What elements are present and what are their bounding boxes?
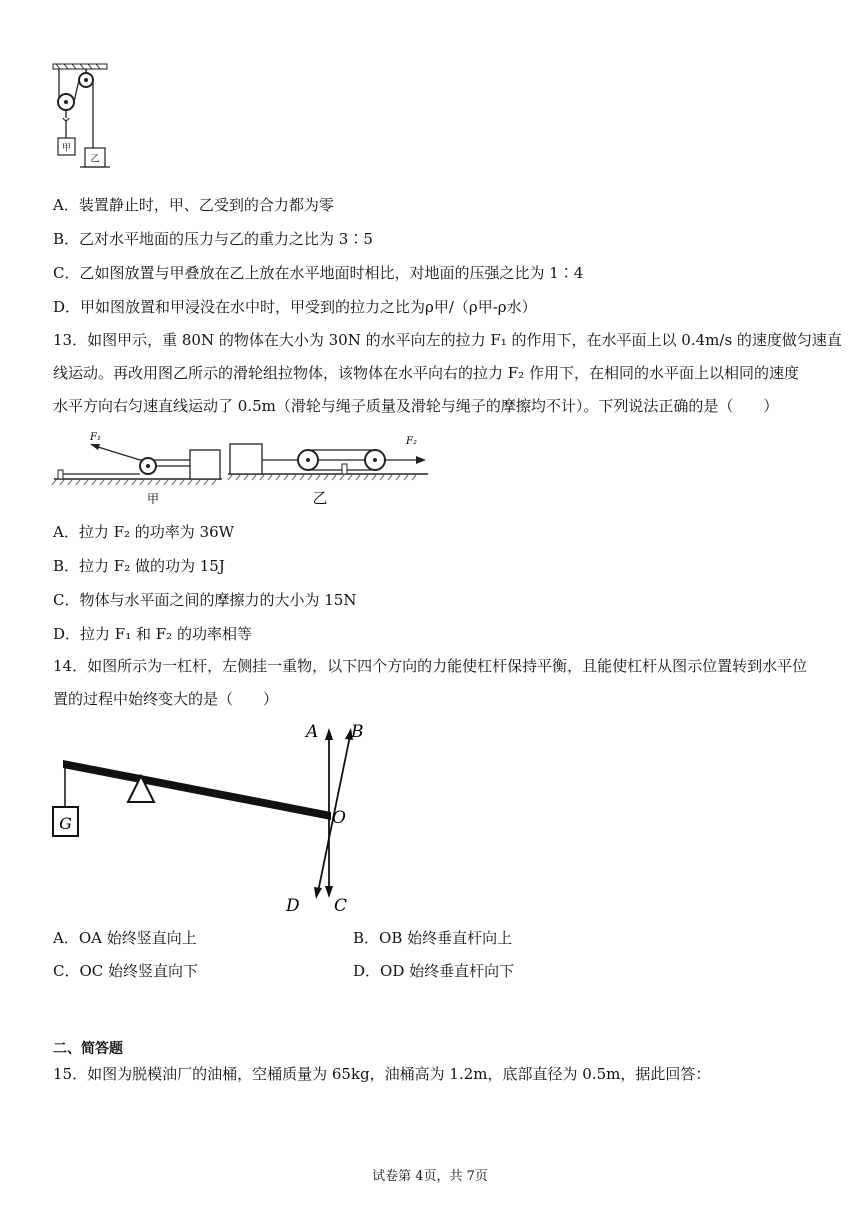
q14-stem-line2: 置的过程中始终变大的是（ ） bbox=[53, 690, 279, 708]
q12-option-a: A．装置静止时，甲、乙受到的合力都为零 bbox=[53, 196, 334, 214]
point-o-label: O bbox=[332, 808, 346, 828]
f2-label: F₂ bbox=[406, 436, 417, 447]
q14-option-d: D．OD 始终垂直杆向下 bbox=[353, 962, 515, 980]
weight-g-label: G bbox=[59, 814, 72, 833]
q13-stem-line1: 13．如图甲示，重 80N 的物体在大小为 30N 的水平向左的拉力 F₁ 的作用下，在水平面上以 0.4m/s 的速度做匀速直 bbox=[53, 331, 842, 349]
q13-option-d: D．拉力 F₁ 和 F₂ 的功率相等 bbox=[53, 625, 252, 643]
block-jia-label: 甲 bbox=[61, 143, 72, 154]
q13-option-b: B．拉力 F₂ 做的功为 15J bbox=[53, 557, 225, 575]
q12-option-b: B．乙对水平地面的压力与乙的重力之比为 3∶5 bbox=[53, 230, 373, 248]
q14-option-a: A．OA 始终竖直向上 bbox=[53, 929, 197, 947]
f1-label: F₁ bbox=[90, 432, 101, 443]
section-heading: 二、简答题 bbox=[53, 1041, 123, 1057]
figure-yi-caption: 乙 bbox=[312, 489, 328, 504]
lever-figure bbox=[48, 716, 378, 916]
q13-option-a: A．拉力 F₂ 的功率为 36W bbox=[53, 523, 235, 541]
q14-stem-line1: 14．如图所示为一杠杆，左侧挂一重物，以下四个方向的力能使杠杆保持平衡，且能使杠杆从图示位置转到水平位 bbox=[53, 657, 808, 675]
q13-stem-line2: 线运动。再改用图乙所示的滑轮组拉物体，该物体在水平向右的拉力 F₂ 作用下，在相同的水平面上以相同的速度 bbox=[53, 364, 799, 382]
point-c-label: C bbox=[334, 896, 348, 916]
pulley-horizontal-figure bbox=[50, 424, 430, 504]
q14-option-b: B．OB 始终垂直杆向上 bbox=[353, 929, 513, 947]
point-a-label: A bbox=[306, 722, 319, 742]
q12-option-c: C．乙如图放置与甲叠放在乙上放在水平地面时相比，对地面的压强之比为 1∶4 bbox=[53, 264, 584, 282]
point-b-label: B bbox=[351, 722, 364, 742]
figure-jia-caption: 甲 bbox=[146, 492, 160, 504]
q13-stem-line3: 水平方向右匀速直线运动了 0.5m（滑轮与绳子质量及滑轮与绳子的摩擦均不计）。下列说法正确的是（ ） bbox=[53, 397, 779, 415]
q14-option-c: C．OC 始终竖直向下 bbox=[53, 962, 199, 980]
block-yi-label: 乙 bbox=[90, 154, 100, 165]
q13-option-c: C．物体与水平面之间的摩擦力的大小为 15N bbox=[53, 591, 357, 609]
page-footer: 试卷第 4页，共 7页 bbox=[372, 1169, 488, 1184]
pulley-system-figure bbox=[50, 62, 112, 170]
point-d-label: D bbox=[286, 896, 300, 916]
q15-stem: 15．如图为脱模油厂的油桶，空桶质量为 65kg，油桶高为 1.2m，底部直径为 0.5m，据此回答： bbox=[53, 1065, 711, 1083]
q12-option-d: D．甲如图放置和甲浸没在水中时，甲受到的拉力之比为ρ甲/（ρ甲-ρ水） bbox=[53, 298, 537, 316]
